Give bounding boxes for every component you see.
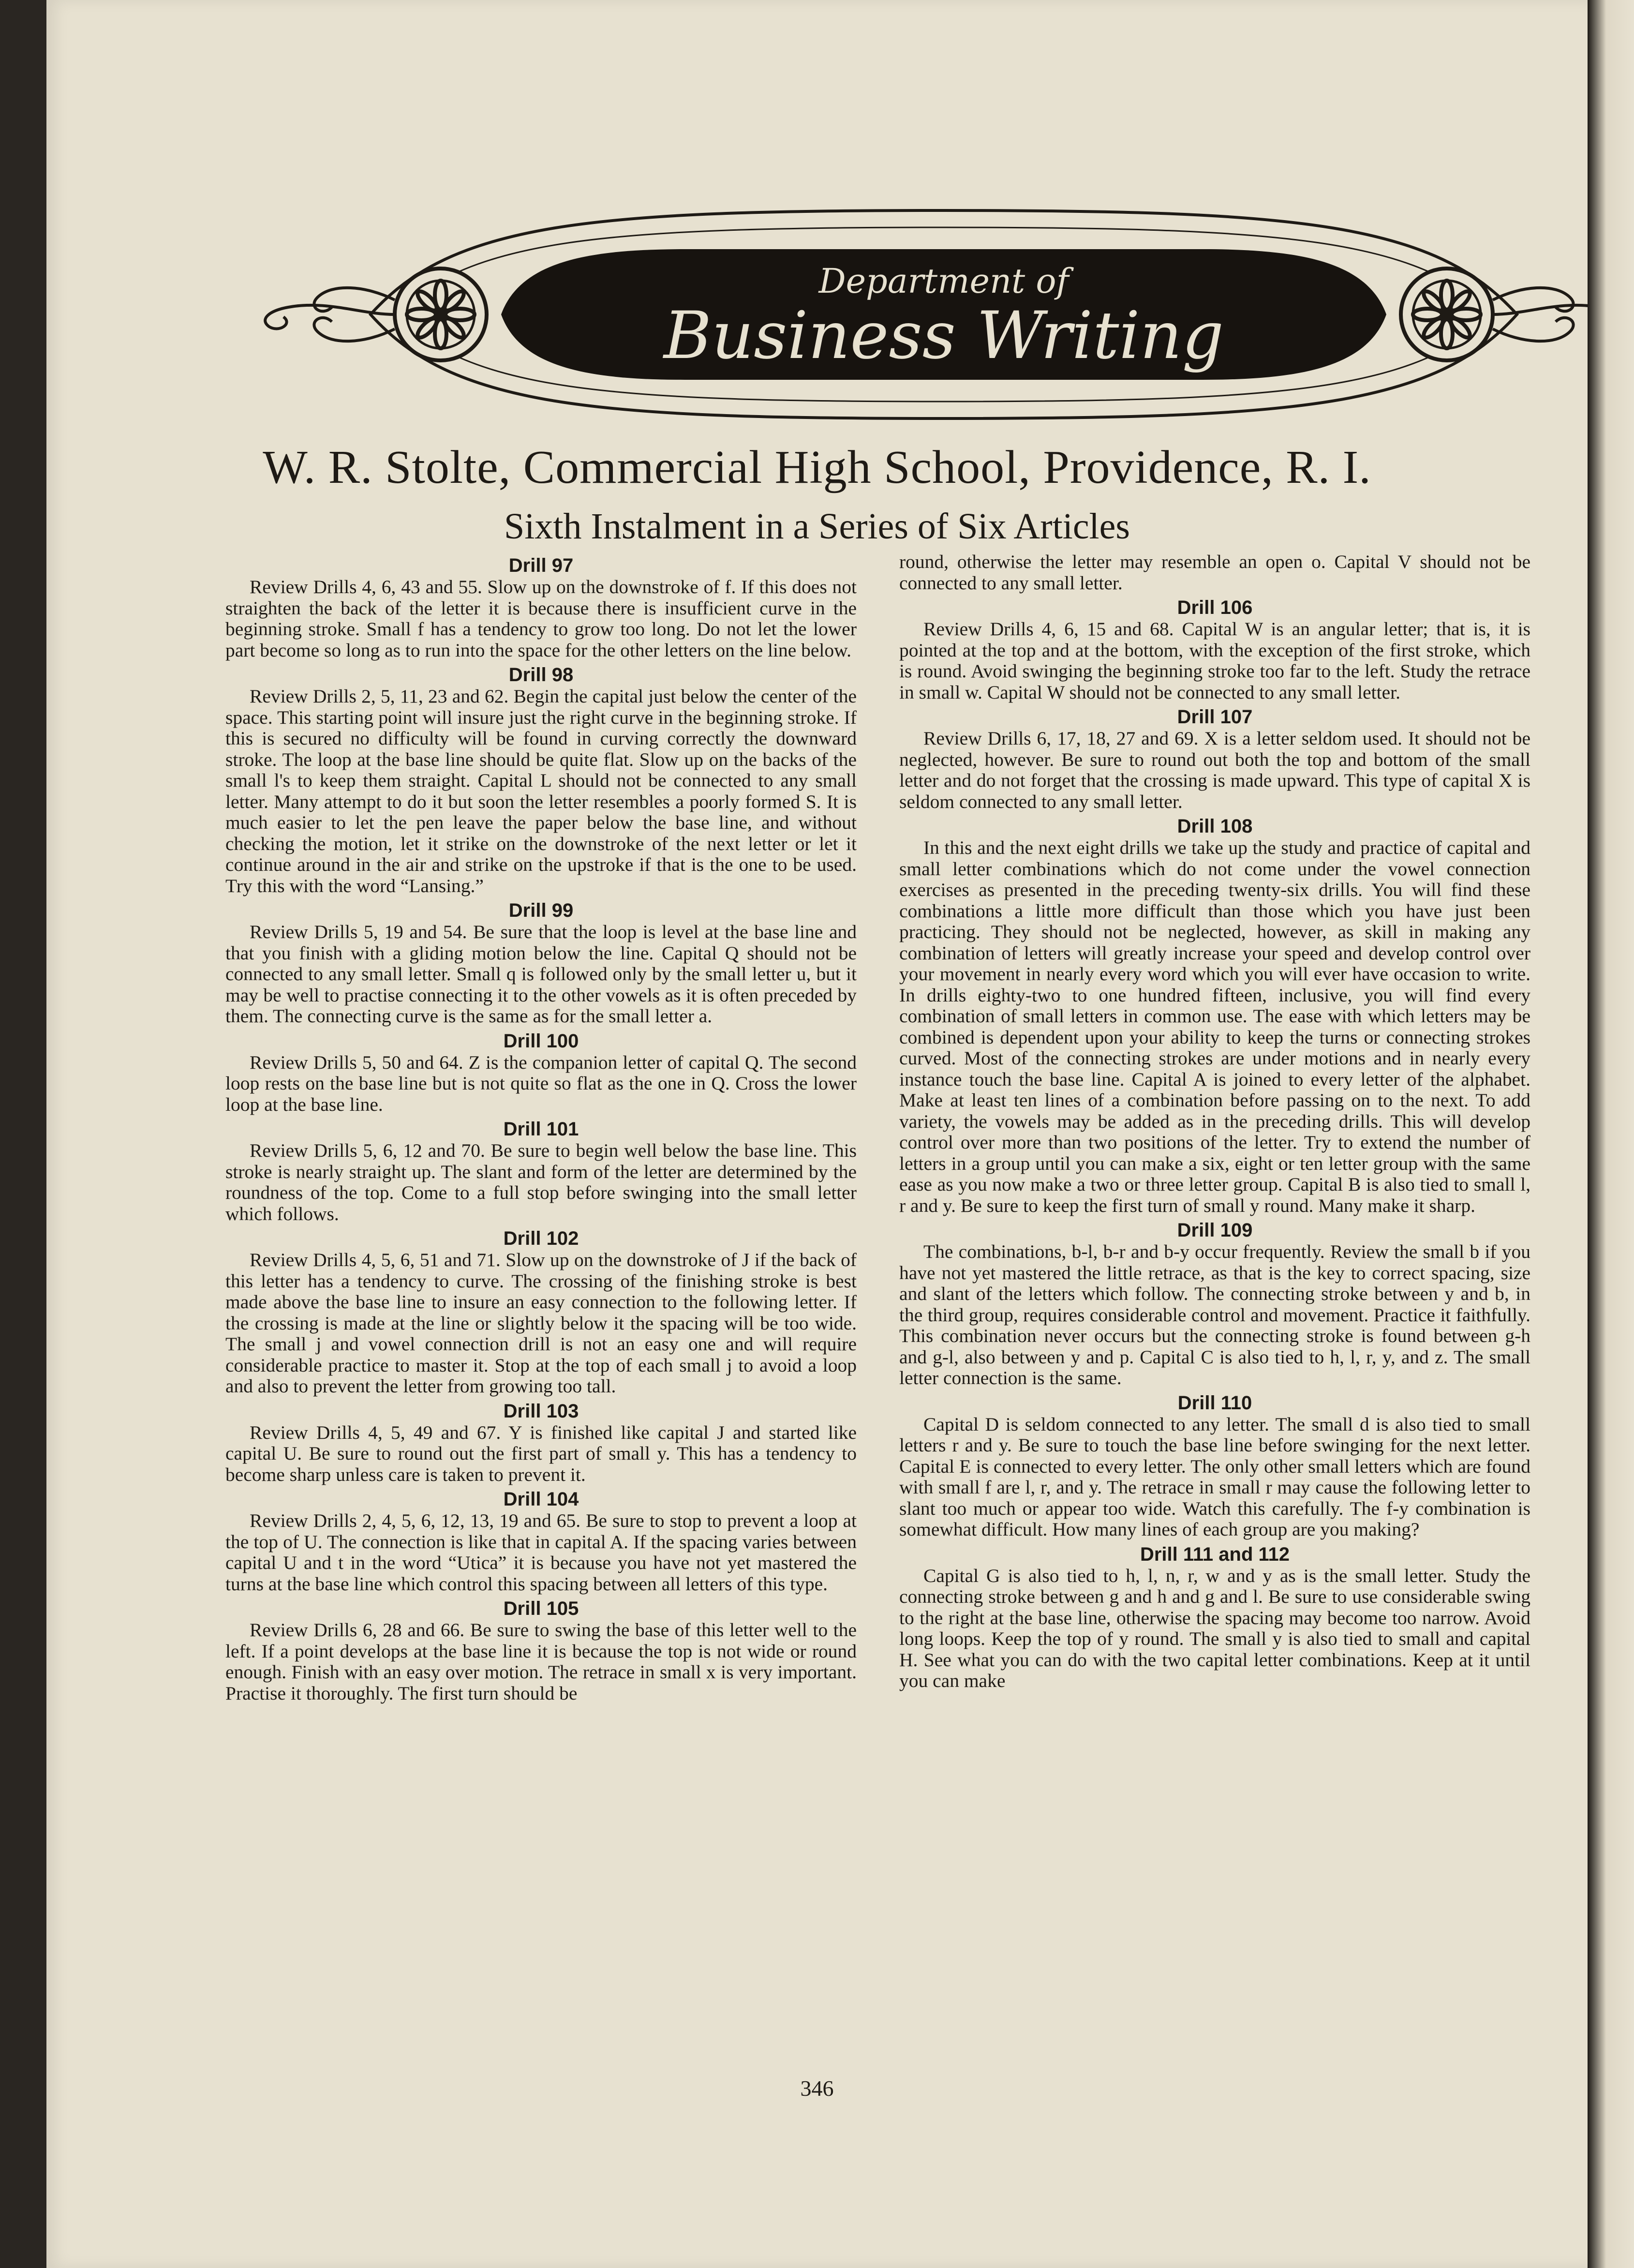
drill-block <box>899 1392 1530 1540</box>
drill-paragraph: Review Drills 6, 17, 18, 27 and 69. X is a letter seldom used. It should not be neglected, however. Be sure to round out both the top and bottom of the small letter and do not forget that the crossing is made upward. This type of capital X is seldom connected to any small letter. <box>899 728 1530 812</box>
drill-heading: Drill 97 <box>508 555 574 576</box>
left-scroll-icon <box>265 288 395 341</box>
adjacent-page-edge <box>1588 0 1634 2268</box>
drill-block <box>225 1118 857 1224</box>
drill-block <box>225 899 857 1027</box>
continued-paragraph: round, otherwise the letter may resemble an open o. Capital V should not be connected to any small letter. <box>899 552 1530 594</box>
article-subtitle: Sixth Instalment in a Series of Six Articles <box>504 506 1130 547</box>
right-text-column <box>899 552 1530 2037</box>
department-header-ornament <box>250 203 1634 426</box>
drill-heading: Drill 105 <box>503 1598 579 1619</box>
left-text-column <box>225 552 857 2037</box>
drill-heading: Drill 106 <box>1177 597 1253 618</box>
page-number: 346 <box>800 2076 834 2101</box>
drill-heading: Drill 108 <box>1177 816 1253 837</box>
drill-heading: Drill 101 <box>503 1119 579 1140</box>
drill-block <box>225 1030 857 1116</box>
drill-heading: Drill 103 <box>503 1400 579 1422</box>
drill-paragraph: Review Drills 4, 5, 6, 51 and 71. Slow up on the downstroke of J if the back of this letter has a tendency to curve. The crossing of the finishing stroke is best made above the base line to insure an easy connection to the following letter. If the crossing is made at the line or slightly below it the spacing will be too wide. The small j and vowel connection drill is not an easy one and will require considerable practice to master it. Stop at the top of each small j to avoid a loop and also to prevent the letter from growing too tall. <box>225 1249 857 1397</box>
drill-paragraph: Capital G is also tied to h, l, n, r, w and y as is the small letter. Study the connecting stroke between g and h and g and l. Be sure to use considerable swing to the right at the base line, otherwise the spacing may become too narrow. Avoid long loops. Keep the top of y round. The small y is also tied to small and capital H. See what you can do with the two capital letter combinations. Keep at it until you can make <box>899 1565 1530 1691</box>
drill-heading: Drill 98 <box>508 664 574 686</box>
drill-paragraph: Review Drills 5, 6, 12 and 70. Be sure to begin well below the base line. This stroke is nearly straight up. The slant and form of the letter are determined by the roundness of the top. Come to a full stop before swinging into the small letter which follows. <box>225 1140 857 1224</box>
drill-paragraph: Review Drills 2, 5, 11, 23 and 62. Begin the capital just below the center of the space. This starting point will insure just the right curve in the beginning stroke. If this is secured no difficulty will be found in curving correctly the downward stroke. The loop at the base line should be quite flat. Slow up on the backs of the small l's to keep them straight. Capital L should not be connected to any small letter. Many attempt to do it but soon the letter resembles a poorly formed S. It is much easier to let the pen leave the paper below the base line, and without checking the motion, let it strike on the downstroke of the next letter or let it continue around in the air and strike on the upstroke if that is the one to be used. Try this with the word “Lansing.” <box>225 686 857 896</box>
drill-block <box>899 552 1530 594</box>
drill-block <box>225 1488 857 1595</box>
drill-heading: Drill 100 <box>503 1030 579 1052</box>
drill-paragraph: The combinations, b-l, b-r and b-y occur frequently. Review the small b if you have not yet mastered the little retrace, as that is the key to correct spacing, size and slant of the letters which follow. The connecting stroke between y and b, in the third group, requires considerable control and movement. Practice it faithfully. This combination never occurs but the connecting stroke is found between g-h and g-l, also between y and p. Capital C is also tied to h, l, r, y, and z. The small letter connection is the same. <box>899 1241 1530 1388</box>
drill-heading: Drill 111 and 112 <box>1140 1543 1290 1565</box>
drill-paragraph: Review Drills 5, 19 and 54. Be sure that the loop is level at the base line and that you finish with a gliding motion below the line. Capital Q should not be connected to any small letter. Small q is followed only by the small letter u, but it may be well to practise connecting it to the other vowels as it is often preceded by them. The connecting curve is the same as for the small letter a. <box>225 921 857 1027</box>
drill-paragraph: Review Drills 6, 28 and 66. Be sure to swing the base of this letter well to the left. If a point develops at the base line it is because the top is not wide or round enough. Finish with an easy over motion. The retrace in small x is very important. Practise it thoroughly. The first turn should be <box>225 1619 857 1704</box>
drill-block <box>225 554 857 661</box>
drill-block <box>899 706 1530 812</box>
drill-heading: Drill 110 <box>1177 1392 1252 1414</box>
page <box>46 0 1588 2268</box>
drill-paragraph: Review Drills 4, 6, 43 and 55. Slow up on the downstroke of f. If this does not straighten the back of the letter it is because there is insufficient curve in the beginning stroke. Small f has a tendency to grow too long. Do not let the lower part become so long as to run into the space for the other letters on the line below. <box>225 576 857 661</box>
drill-block <box>899 1543 1530 1692</box>
drill-heading: Drill 104 <box>503 1489 579 1510</box>
drill-block <box>225 1400 857 1486</box>
drill-block <box>899 815 1530 1216</box>
right-rosette-icon <box>1401 269 1493 360</box>
drill-heading: Drill 102 <box>503 1228 579 1249</box>
drill-paragraph: Review Drills 5, 50 and 64. Z is the companion letter of capital Q. The second loop rests on the base line but is not quite so flat as the one in Q. Cross the lower loop at the base line. <box>225 1051 857 1115</box>
drill-paragraph: Capital D is seldom connected to any letter. The small d is also tied to small letters r and y. Be sure to touch the base line before swinging for the next letter. Capital E is connected to every letter. The only other small letters which are found with small f are l, r, and y. The retrace in small r may cause the following letter to slant too much or appear too wide. Watch this carefully. The f-y combination is somewhat difficult. How many lines of each group are you making? <box>899 1413 1530 1540</box>
drill-paragraph: Review Drills 2, 4, 5, 6, 12, 13, 19 and 65. Be sure to stop to prevent a loop at the top of U. The connection is like that in capital A. If the spacing varies between capital U and t in the word “Utica” it is because you have not yet mastered the turns at the base line which control this spacing between all letters of this type. <box>225 1510 857 1595</box>
drill-paragraph: Review Drills 4, 6, 15 and 68. Capital W is an angular letter; that is, it is pointed at the top and at the bottom, with the exception of the first stroke, which is round. Avoid swinging the beginning stroke too far to the left. Study the retrace in small w. Capital W should not be connected to any small letter. <box>899 618 1530 703</box>
drill-block <box>899 1219 1530 1389</box>
header-large-script: Business Writing <box>663 298 1224 373</box>
drill-heading: Drill 99 <box>508 900 574 921</box>
left-rosette-icon <box>395 269 487 360</box>
drill-heading: Drill 109 <box>1177 1220 1253 1241</box>
article-author-title: W. R. Stolte, Commercial High School, Providence, R. I. <box>263 441 1371 493</box>
drill-block <box>225 664 857 896</box>
drill-paragraph: Review Drills 4, 5, 49 and 67. Y is finished like capital J and started like capital U. Be sure to round out the first part of small y. This has a tendency to become sharp unless care is taken to prevent it. <box>225 1421 857 1485</box>
header-small-script: Department of <box>818 261 1069 301</box>
drill-block <box>899 597 1530 703</box>
drill-heading: Drill 107 <box>1177 706 1253 728</box>
drill-block <box>225 1597 857 1704</box>
drill-block <box>225 1227 857 1397</box>
drill-paragraph: In this and the next eight drills we take up the study and practice of capital and small letter combinations which do not come under the vowel connection exercises as presented in the preceding twenty-six drills. You will find these combinations a little more difficult than those which you have just been practicing. They should not be neglected, however, as skill in making any combination of letters will greatly increase your speed and develop control over your movement in nearly every word which you will ever have occasion to write. In drills eighty-two to one hundred fifteen, inclusive, you will find every combination of small letters in common use. The ease with which letters may be combined is dependent upon your ability to keep the turns or connecting strokes curved. Most of the connecting strokes are under motions and in nearly every instance touch the base line. Capital A is joined to every letter of the alphabet. Make at least ten lines of a combination before passing on to the next. To add variety, the vowels may be added as in the preceding drills. This will develop control over more than two positions of the letter. Try to extend the number of letters in a group until you can make a six, eight or ten letter group with the same ease as you now make a two or three letter group. Capital B is also tied to small l, r and y. Be sure to keep the first turn of small y round. Many make it sharp. <box>899 837 1530 1216</box>
